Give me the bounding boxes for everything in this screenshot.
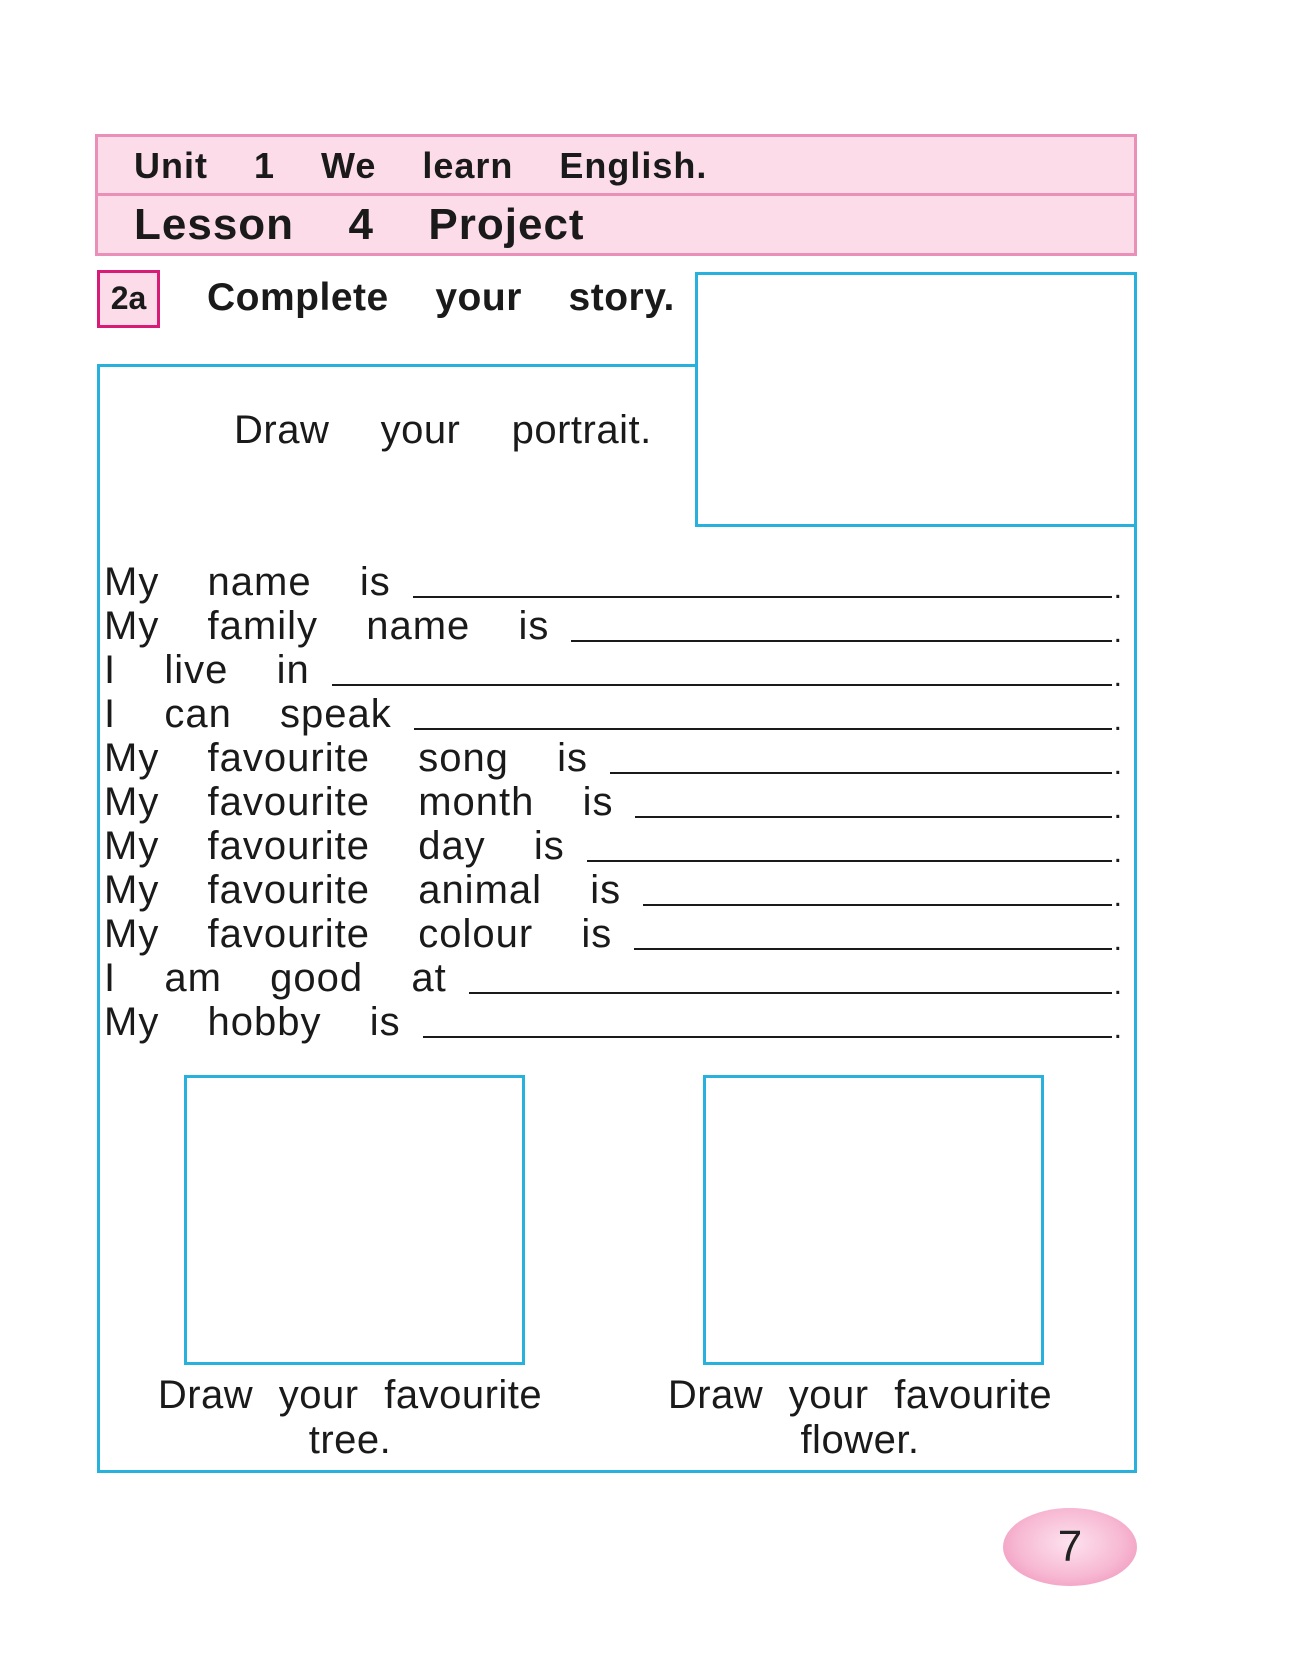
story-line-label: My hobby is [104,1000,401,1044]
tree-drawing-box[interactable] [184,1075,525,1365]
line-period: . [1113,968,1122,1001]
line-period: . [1113,704,1122,737]
story-line-label: My name is [104,560,391,604]
story-line [104,868,1122,912]
line-period: . [1113,880,1122,913]
page-number-badge: 7 [1003,1508,1137,1586]
story-line-label: I am good at [104,956,447,1000]
story-line [104,604,1122,648]
story-line [104,912,1122,956]
answer-blank[interactable] [610,772,1112,774]
story-line [104,692,1122,736]
story-line-label: My favourite day is [104,824,565,868]
task-number-badge: 2a [97,270,160,328]
story-line-label: I can speak [104,692,392,736]
answer-blank[interactable] [643,904,1112,906]
flower-caption-line-2: flower. [800,1418,920,1462]
line-period: . [1113,924,1122,957]
answer-blank[interactable] [635,816,1111,818]
answer-blank[interactable] [469,992,1112,994]
story-line-label: My favourite colour is [104,912,613,956]
flower-drawing-box[interactable] [703,1075,1044,1365]
story-line-label: My favourite song is [104,736,589,780]
task-instruction: Complete your story. [207,276,675,319]
answer-blank[interactable] [423,1036,1112,1038]
line-period: . [1113,660,1122,693]
answer-blank[interactable] [414,728,1112,730]
lesson-header [95,193,1137,256]
answer-blank[interactable] [571,640,1111,642]
flower-caption [640,1373,1080,1463]
tree-caption-line-1: Draw your favourite [157,1373,543,1417]
tree-caption-line-2: tree. [308,1418,392,1462]
line-period: . [1113,572,1122,605]
story-line [104,648,1122,692]
lesson-title: Lesson 4 Project [134,200,585,249]
portrait-caption: Draw your portrait. [234,408,652,452]
answer-blank[interactable] [413,596,1112,598]
story-line [104,736,1122,780]
portrait-drawing-box[interactable] [695,272,1137,527]
story-line-label: My favourite month is [104,780,614,824]
line-period: . [1113,1012,1122,1045]
story-line-label: My favourite animal is [104,868,622,912]
story-line [104,780,1122,824]
tree-caption [130,1373,570,1463]
story-line-label: My family name is [104,604,550,648]
line-period: . [1113,748,1122,781]
line-period: . [1113,616,1122,649]
answer-blank[interactable] [587,860,1112,862]
story-line-label: I live in [104,648,310,692]
answer-blank[interactable] [634,948,1111,950]
story-line [104,956,1122,1000]
story-line [104,560,1122,604]
line-period: . [1113,792,1122,825]
unit-title: Unit 1 We learn English. [134,145,708,186]
flower-caption-line-1: Draw your favourite [667,1373,1053,1417]
story-line [104,1000,1122,1044]
answer-blank[interactable] [332,684,1112,686]
unit-header [95,134,1137,196]
line-period: . [1113,836,1122,869]
story-line [104,824,1122,868]
